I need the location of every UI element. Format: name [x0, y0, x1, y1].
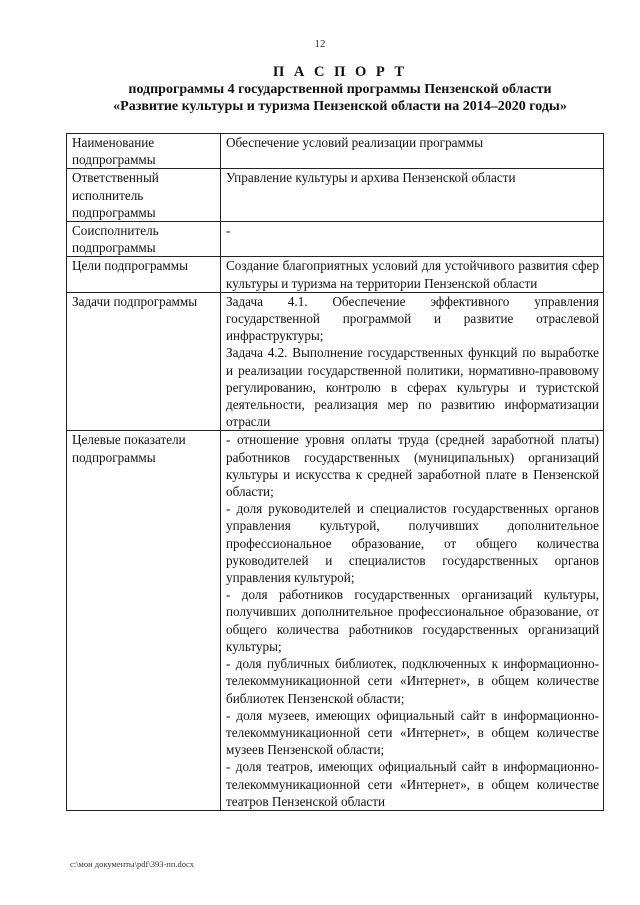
- title-program-name: «Развитие культуры и туризма Пензенской области на 2014–2020 годы»: [113, 99, 567, 114]
- row-label: Целевые показатели подпрограммы: [67, 431, 221, 810]
- value-paragraph: Задача 4.1. Обеспечение эффективного управления государственной программой и развитие отраслевой инфраструктуры;: [226, 293, 599, 344]
- passport-table: [66, 133, 604, 811]
- row-label: Соисполнитель подпрограммы: [67, 222, 221, 257]
- row-value: [221, 292, 604, 431]
- row-label: Наименование подпрограммы: [67, 134, 221, 169]
- row-label: Ответственный исполнитель подпрограммы: [67, 169, 221, 222]
- value-paragraph: - доля руководителей и специалистов государственных органов управления культурой, получивших дополнительное профессиональное образование, от общего количества руководителей и специалистов государственных органов управления культурой;: [226, 501, 599, 586]
- row-value: [221, 257, 604, 292]
- row-label: Цели подпрограммы: [67, 257, 221, 292]
- value-paragraph: Управление культуры и архива Пензенской области: [226, 170, 516, 186]
- table-row: [67, 222, 604, 257]
- value-paragraph: - доля работников государственных организаций культуры, получивших дополнительное профессиональное образование, от общего количества работников государственных организаций культуры;: [226, 587, 599, 654]
- passport-table-body: [67, 134, 604, 811]
- value-paragraph: - отношение уровня оплаты труда (средней заработной платы) работников государственных (муниципальных) организаций культуры и искусства к средней заработной плате в Пензенской области;: [226, 432, 599, 500]
- title-passport: П А С П О Р Т: [272, 64, 408, 80]
- row-value: [221, 169, 604, 222]
- value-paragraph: Создание благоприятных условий для устойчивого развития сфер культуры и туризма на территории Пензенской области: [226, 258, 599, 291]
- document-title: [60, 64, 620, 115]
- file-path-footer: c:\мои документы\pdf\393-пп.docx: [70, 859, 195, 869]
- value-paragraph: - доля музеев, имеющих официальный сайт в информационно-телекоммуникационной сети «Интернет», в общем количестве музеев Пензенской области;: [226, 707, 599, 758]
- table-row: [67, 292, 604, 431]
- row-label: Задачи подпрограммы: [67, 292, 221, 431]
- page-number: 12: [314, 38, 326, 50]
- row-value: [221, 134, 604, 169]
- title-subprogram: подпрограммы 4 государственной программы Пензенской области: [128, 82, 552, 97]
- table-row: [67, 134, 604, 169]
- value-paragraph: - доля публичных библиотек, подключенных к информационно-телекоммуникационной сети «Интернет», в общем количестве библиотек Пензенской области;: [226, 656, 599, 706]
- row-value: [221, 222, 604, 257]
- table-row: [67, 169, 604, 222]
- row-value: [221, 431, 604, 810]
- value-paragraph: Обеспечение условий реализации программы: [226, 135, 484, 150]
- value-paragraph: -: [226, 223, 231, 239]
- table-row: [67, 257, 604, 292]
- value-paragraph: Задача 4.2. Выполнение государственных функций по выработке и реализации государственной политики, нормативно-правовому регулированию, контролю в сферах культуры и туристской деятельности, реализация мер по развитию информатизации отрасли: [226, 345, 599, 430]
- value-paragraph: - доля театров, имеющих официальный сайт в информационно-телекоммуникационной сети «Интернет», в общем количестве театров Пензенской области: [226, 759, 599, 809]
- table-row: [67, 431, 604, 810]
